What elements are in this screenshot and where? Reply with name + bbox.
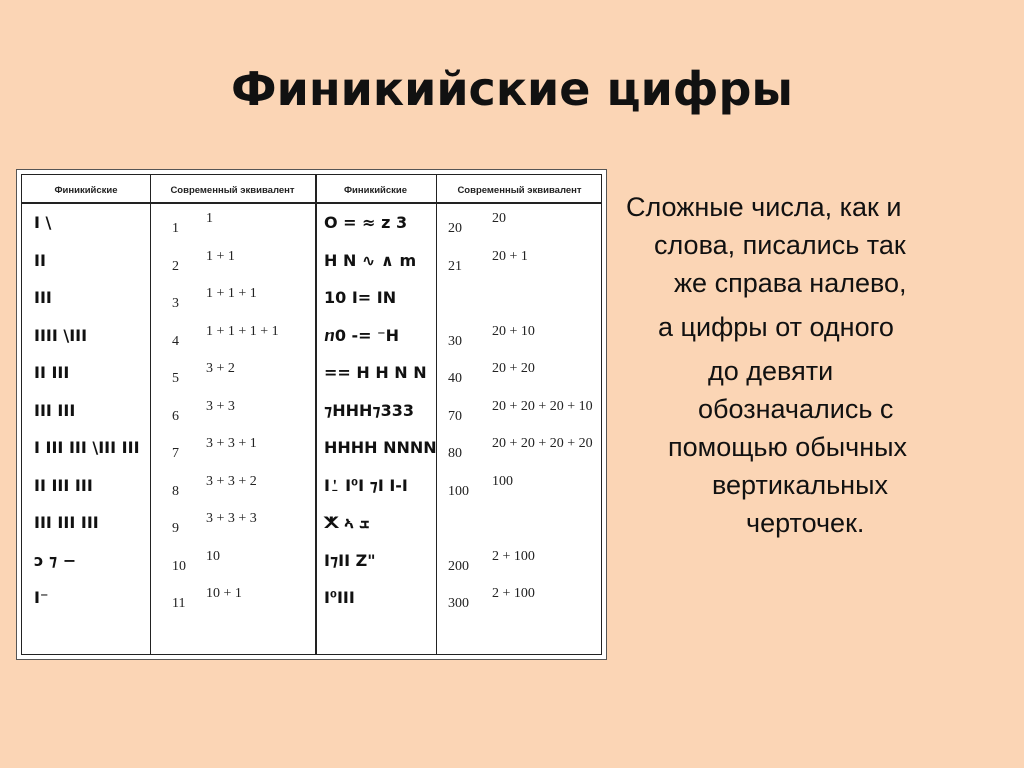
phoenician-numeral: HHHH NNNN bbox=[324, 438, 437, 457]
row-number: 4 bbox=[172, 333, 179, 349]
description-line: а цифры от одного bbox=[658, 312, 894, 342]
row-number: 9 bbox=[172, 521, 179, 536]
row-number: 2 bbox=[172, 258, 179, 274]
row-number: 100 bbox=[448, 483, 469, 499]
phoenician-numeral: == H H N N bbox=[324, 363, 427, 382]
slide-title: Финикийские цифры bbox=[231, 62, 793, 116]
description-text bbox=[612, 188, 1024, 542]
modern-equivalent: 20 bbox=[492, 211, 506, 226]
description-line: Сложные числа, как и bbox=[626, 192, 902, 222]
modern-equivalent: 10 + 1 bbox=[206, 586, 242, 601]
modern-equivalent: 3 + 3 + 3 bbox=[206, 511, 257, 526]
description-line: вертикальных bbox=[712, 470, 888, 500]
phoenician-numeral: O = ≈ z 3 bbox=[324, 213, 408, 232]
column-divider bbox=[150, 175, 151, 654]
description-line: до девяти bbox=[708, 356, 834, 386]
description-line: же справа налево, bbox=[674, 268, 907, 298]
modern-equivalent: 1 + 1 + 1 + 1 bbox=[206, 323, 279, 339]
phoenician-numeral: ⵅ ኣ ܫ bbox=[324, 513, 370, 532]
phoenician-numeral: ↄ ⁊ − bbox=[34, 550, 77, 570]
description-line: черточек. bbox=[746, 508, 865, 538]
header-phoenician-right: Финикийские bbox=[343, 185, 408, 196]
phoenician-numeral: IIII \III bbox=[34, 325, 88, 345]
header-modern-left: Современный эквивалент bbox=[170, 185, 295, 196]
column-divider bbox=[436, 175, 437, 654]
phoenician-numeral: I \ bbox=[34, 213, 52, 232]
modern-equivalent: 3 + 3 + 1 bbox=[206, 436, 257, 451]
phoenician-numeral: II III III bbox=[34, 475, 93, 495]
description-line: помощью обычных bbox=[668, 432, 908, 462]
phoenician-numeral: 10 I= IN bbox=[324, 288, 397, 307]
modern-equivalent: 1 + 1 + 1 bbox=[206, 286, 257, 301]
row-number: 6 bbox=[172, 408, 179, 424]
modern-equivalent: 100 bbox=[492, 473, 513, 489]
modern-equivalent: 2 + 100 bbox=[492, 586, 535, 601]
modern-equivalent: 3 + 3 bbox=[206, 398, 235, 414]
row-number: 8 bbox=[172, 483, 179, 499]
phoenician-numeral: III III bbox=[34, 400, 76, 420]
row-number: 21 bbox=[448, 258, 462, 274]
phoenician-numeral: H N ∿ ∧ m bbox=[324, 250, 417, 270]
phoenician-numeral: II bbox=[34, 250, 46, 270]
row-number: 300 bbox=[448, 596, 469, 611]
phoenician-numeral: I⁊II Z" bbox=[324, 550, 376, 570]
description-line: слова, писались так bbox=[654, 230, 906, 260]
modern-equivalent: 20 + 20 + 20 + 10 bbox=[492, 398, 593, 414]
row-number: 11 bbox=[172, 596, 186, 611]
modern-equivalent: 20 + 10 bbox=[492, 323, 535, 339]
row-number: 80 bbox=[448, 446, 462, 461]
modern-equivalent: 3 + 3 + 2 bbox=[206, 473, 257, 489]
header-modern-right: Современный эквивалент bbox=[457, 185, 582, 196]
row-number: 7 bbox=[172, 446, 179, 461]
modern-equivalent: 3 + 2 bbox=[206, 361, 235, 376]
phoenician-numeral: III bbox=[34, 288, 52, 307]
row-number: 1 bbox=[172, 221, 179, 236]
phoenician-numeral: I III III \III III bbox=[34, 438, 140, 457]
header-divider bbox=[22, 202, 601, 204]
modern-equivalent: 20 + 20 bbox=[492, 361, 535, 376]
modern-equivalent: 20 + 1 bbox=[492, 248, 528, 264]
row-number: 3 bbox=[172, 296, 179, 311]
numerals-table bbox=[16, 169, 607, 660]
phoenician-numeral: I⁻ bbox=[34, 588, 49, 607]
row-number: 5 bbox=[172, 371, 179, 386]
row-number: 10 bbox=[172, 558, 186, 574]
row-number: 70 bbox=[448, 408, 462, 424]
description-line: обозначались с bbox=[698, 394, 894, 424]
modern-equivalent: 20 + 20 + 20 + 20 bbox=[492, 436, 593, 451]
phoenician-numeral: ⴖ0 -= ⁻H bbox=[324, 325, 399, 345]
phoenician-numeral: I⍘ I⁰I ⁊I I-I bbox=[324, 475, 408, 495]
modern-equivalent: 10 bbox=[206, 548, 220, 564]
modern-equivalent: 2 + 100 bbox=[492, 548, 535, 564]
modern-equivalent: 1 bbox=[206, 211, 213, 226]
numerals-table-inner bbox=[21, 174, 602, 655]
modern-equivalent: 1 + 1 bbox=[206, 248, 235, 264]
row-number: 20 bbox=[448, 221, 462, 236]
header-phoenician-left: Финикийские bbox=[54, 185, 118, 196]
row-number: 40 bbox=[448, 371, 462, 386]
phoenician-numeral: I⁰III bbox=[324, 588, 355, 607]
row-number: 200 bbox=[448, 558, 469, 574]
phoenician-numeral: II III bbox=[34, 363, 70, 382]
column-divider bbox=[315, 175, 317, 654]
row-number: 30 bbox=[448, 333, 462, 349]
phoenician-numeral: ⁊HHH⁊333 bbox=[324, 400, 414, 420]
phoenician-numeral: III III III bbox=[34, 513, 99, 532]
